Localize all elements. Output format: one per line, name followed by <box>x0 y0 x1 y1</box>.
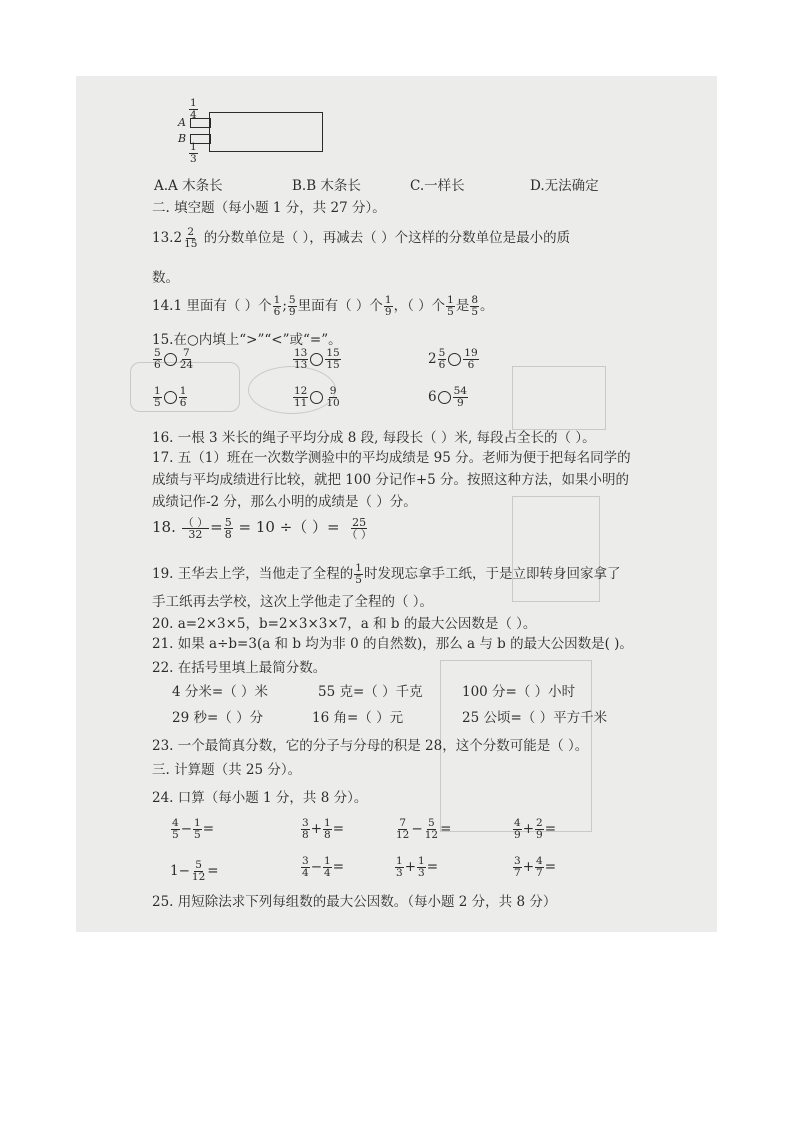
compare-item: 6 $\frac{54}{9}$ <box>428 385 467 409</box>
option-d: D.无法确定 <box>530 178 599 194</box>
figure-rectangle <box>209 112 323 152</box>
unit-blank: 16 角=（ ）元 <box>312 710 404 726</box>
strip-a <box>190 118 211 128</box>
compare-circle[interactable] <box>164 353 177 366</box>
figure-bottom-fraction: $\frac{1}{3}$ <box>190 141 197 165</box>
oral-calc-item: $\frac{4}{9}$ + $\frac{2}{9}$ = <box>514 817 556 841</box>
wood-strip-figure <box>176 96 346 168</box>
oral-calc-item: $\frac{4}{5}$ − $\frac{1}{5}$ = <box>172 817 214 841</box>
question-18: 18. $\frac{( )}{32}$ = $\frac{5}{8}$ = 10 ÷（ ）= $\frac{25}{( )}$ <box>152 515 372 541</box>
question-24: 24. 口算（每小题 1 分，共 8 分）。 <box>152 790 368 806</box>
oral-calc-item: $\frac{3}{7}$ + $\frac{4}{7}$ = <box>514 855 556 879</box>
question-16: 16. 一根 3 米长的绳子平均分成 8 段, 每段长（ ）米, 每段占全长的（ ）。 <box>152 430 596 446</box>
compare-circle[interactable] <box>438 391 451 404</box>
compare-circle[interactable] <box>310 391 323 404</box>
option-c: C.一样长 <box>410 178 465 194</box>
oral-calc-item: $\frac{3}{4}$ − $\frac{1}{4}$ = <box>302 855 344 879</box>
unit-blank: 29 秒=（ ）分 <box>172 710 264 726</box>
unit-blank: 100 分=（ ）小时 <box>462 684 576 700</box>
compare-circle[interactable] <box>448 353 461 366</box>
fraction: $\frac{2}{15}$ <box>184 226 198 250</box>
question-21: 21. 如果 a÷b=3(a 和 b 均为非 0 的自然数)，那么 a 与 b 的最大公因数是( )。 <box>152 636 633 652</box>
question-17-line-2: 成绩与平均成绩进行比较，就把 100 分记作+5 分。按照这种方法，如果小明的 <box>152 472 630 488</box>
question-23: 23. 一个最简真分数，它的分子与分母的积是 28，这个分数可能是（ ）。 <box>152 738 589 754</box>
compare-item: $\frac{13}{13}$ $\frac{15}{15}$ <box>294 347 340 371</box>
compare-circle[interactable] <box>310 353 323 366</box>
oral-calc-item: $\frac{1}{3}$ + $\frac{1}{3}$ = <box>396 855 438 879</box>
compare-item: $\frac{1}{5}$ $\frac{1}{6}$ <box>154 385 187 409</box>
unit-blank: 55 克=（ ）千克 <box>318 684 423 700</box>
compare-item: $\frac{12}{11}$ $\frac{9}{10}$ <box>294 385 340 409</box>
label-a: A <box>178 116 186 129</box>
oral-calc-item: 1− $\frac{5}{12}$ = <box>170 859 219 883</box>
option-b: B.B 木条长 <box>292 178 361 194</box>
compare-item: 2 $\frac{5}{6}$ $\frac{19}{6}$ <box>428 347 478 371</box>
bleed-through-box <box>512 496 600 602</box>
compare-item: $\frac{5}{6}$ $\frac{7}{24}$ <box>154 347 194 371</box>
oral-calc-item: $\frac{3}{8}$ + $\frac{1}{8}$ = <box>302 817 344 841</box>
question-19: 19. 王华去上学，当他走了全程的 $\frac{1}{5}$ 时发现忘拿手工纸，于是立即转身回家拿了 <box>152 562 621 586</box>
question-20: 20. a=2×3×5，b=2×3×3×7，a 和 b 的最大公因数是（ ）。 <box>152 616 537 632</box>
unit-blank: 4 分米=（ ）米 <box>172 684 268 700</box>
figure-top-fraction: $\frac{1}{4}$ <box>190 97 197 121</box>
question-19-cont: 手工纸再去学校，这次上学他走了全程的（ ）。 <box>152 594 434 610</box>
question-14: 14.1 里面有（ ）个 $\frac{1}{6}$ ; $\frac{5}{9}$ 里面有（ ）个 $\frac{1}{9}$ ，（ ）个 $\frac{1}{5}$ 是 $\frac{8}{5}$ 。 <box>152 294 494 318</box>
option-a: A.A 木条长 <box>154 178 223 194</box>
unit-blank: 25 公顷=（ ）平方千米 <box>462 710 608 726</box>
question-13-cont: 数。 <box>152 270 179 286</box>
section-2-title: 二. 填空题（每小题 1 分，共 27 分）。 <box>152 200 386 216</box>
section-3-title: 三. 计算题（共 25 分）。 <box>152 762 302 778</box>
question-17-line-1: 17. 五（1）班在一次数学测验中的平均成绩是 95 分。老师为便于把每名同学的 <box>152 450 631 466</box>
oral-calc-item: $\frac{7}{12}$ − $\frac{5}{12}$ = <box>396 817 452 841</box>
label-b: B <box>178 132 187 145</box>
question-17-line-3: 成绩记作-2 分，那么小明的成绩是（ ）分。 <box>152 494 417 510</box>
compare-circle[interactable] <box>164 391 177 404</box>
question-25: 25. 用短除法求下列每组数的最大公因数。（每小题 2 分，共 8 分） <box>152 894 557 910</box>
question-15: 15.在○内填上“>”“<”或“=”。 <box>152 332 342 348</box>
bleed-through-box <box>512 366 606 430</box>
question-13: 13.2 $\frac{2}{15}$ 的分数单位是（ ），再减去（ ）个这样的分数单位是最小的质 <box>152 226 571 250</box>
question-22: 22. 在括号里填上最简分数。 <box>152 660 327 676</box>
